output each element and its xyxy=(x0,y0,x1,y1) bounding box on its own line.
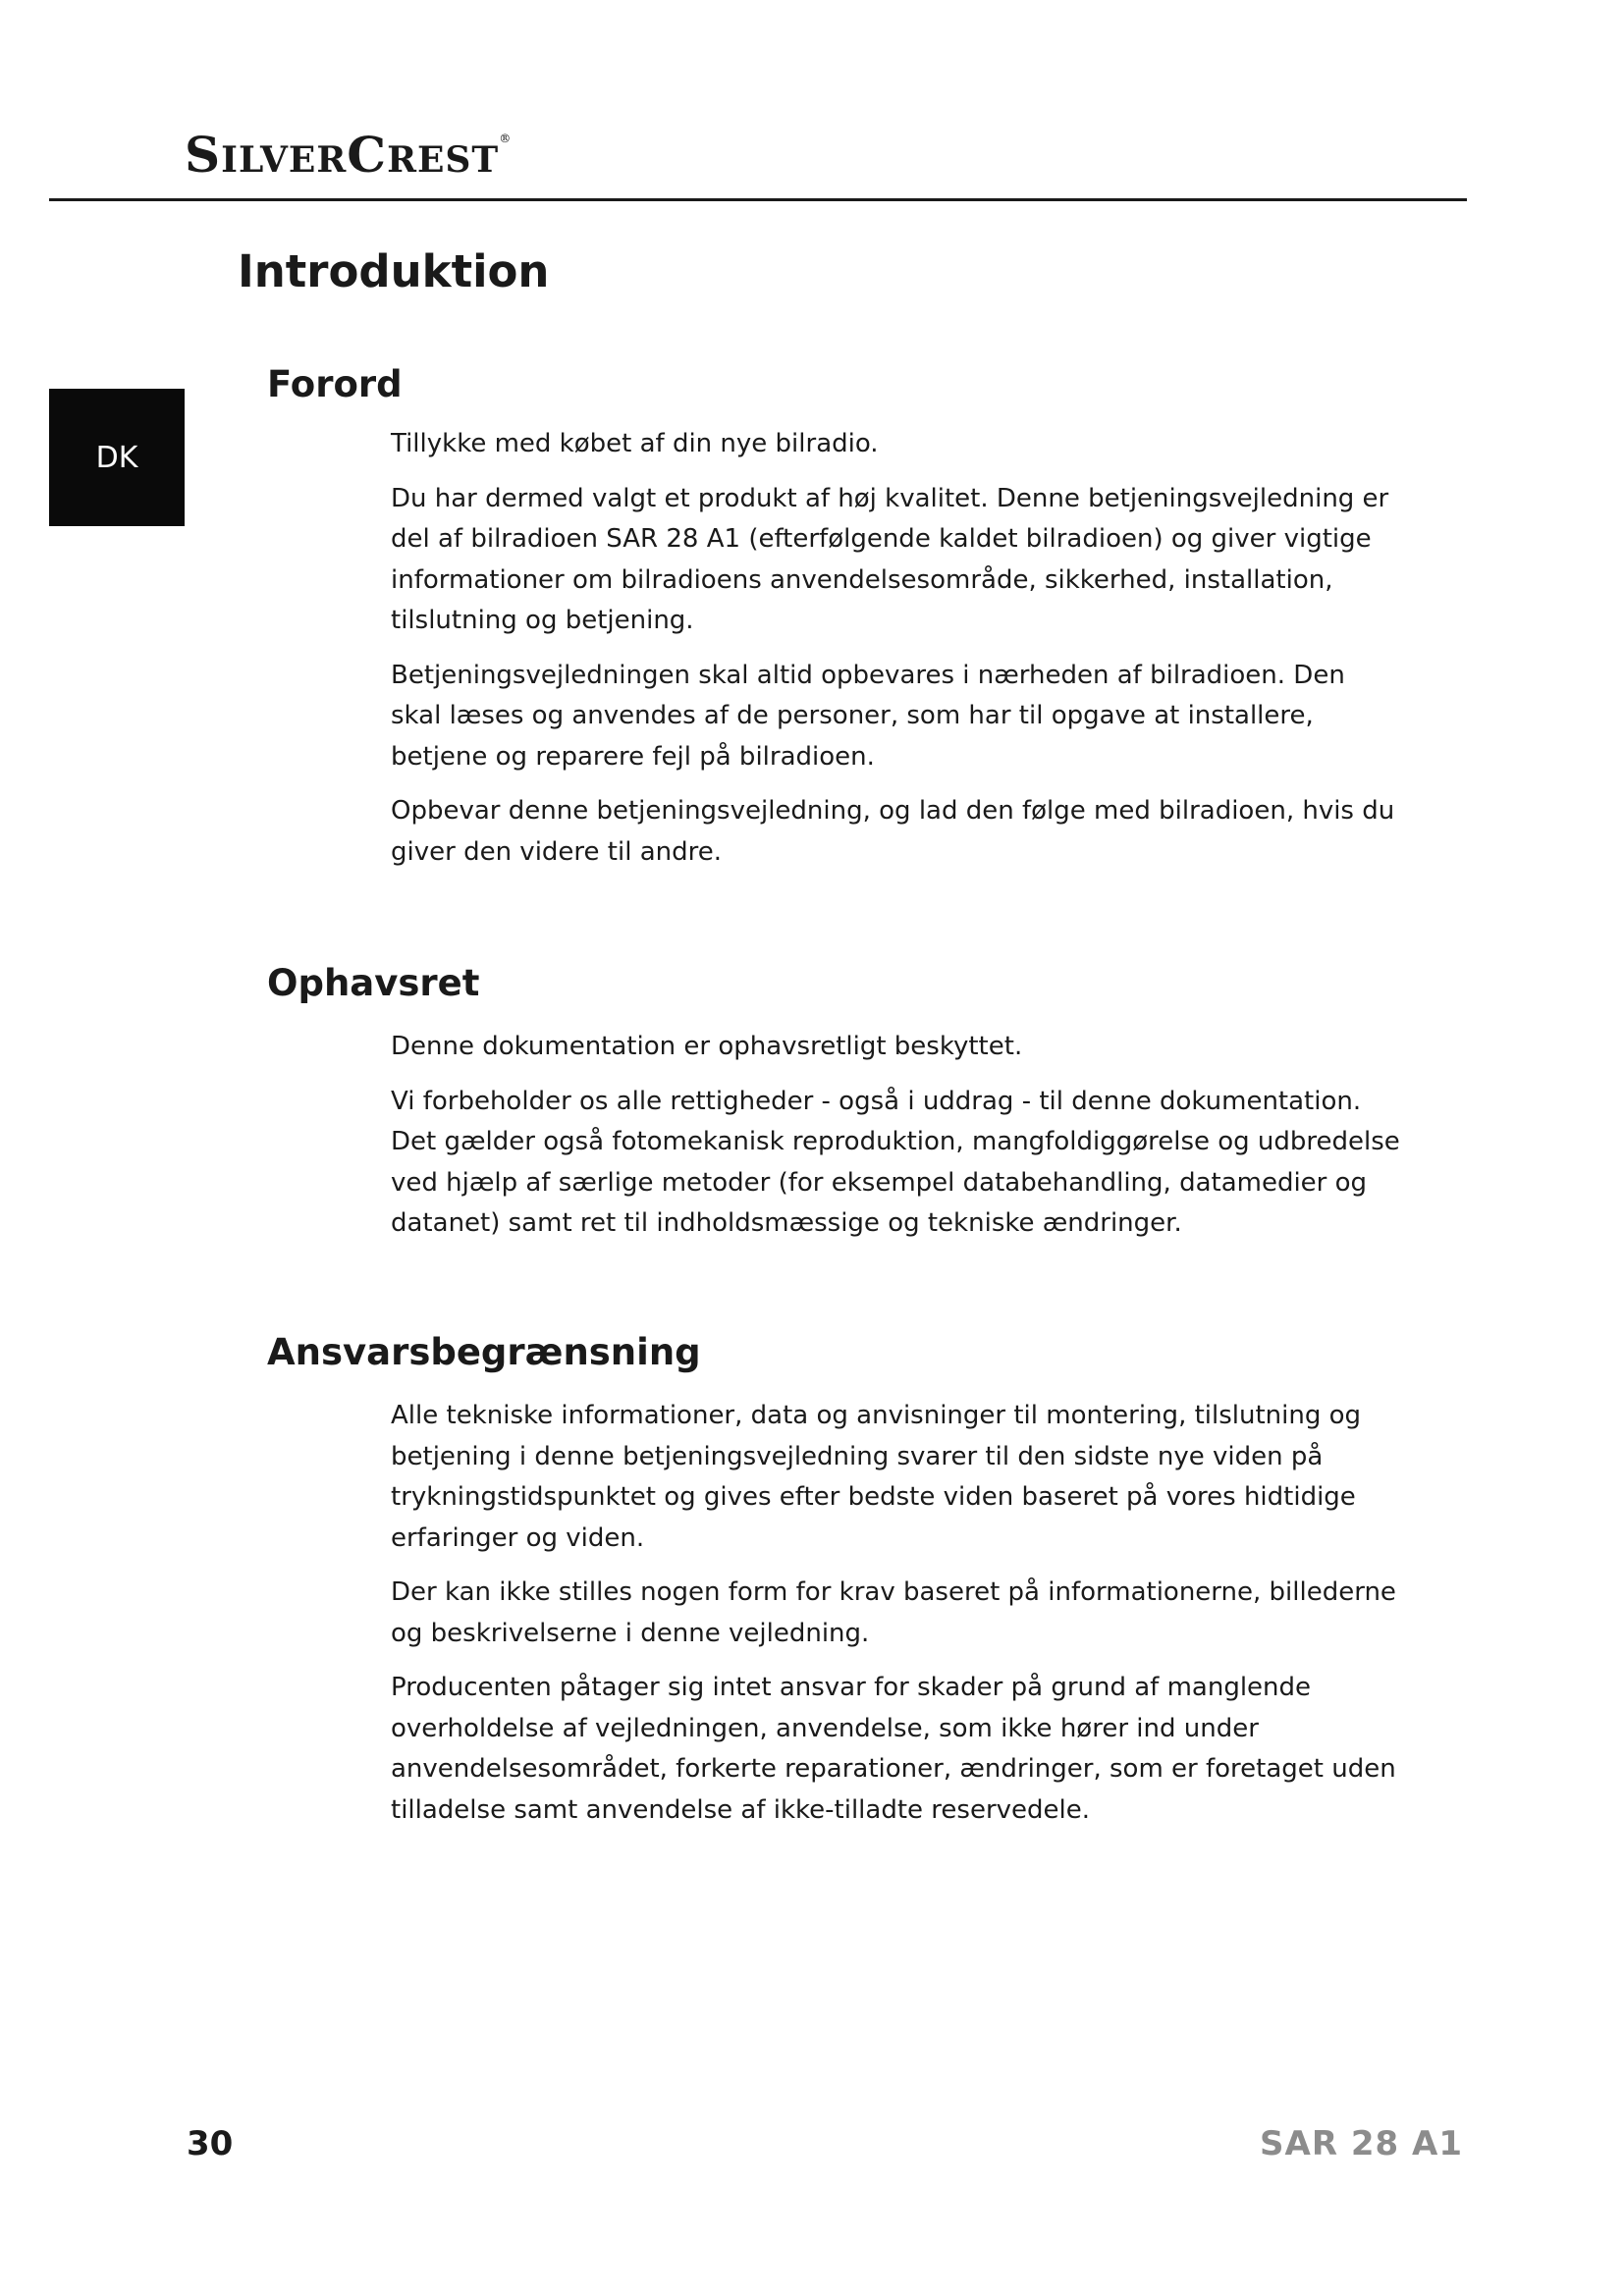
paragraph: Tillykke med købet af din nye bilradio. xyxy=(391,429,879,458)
section-heading-forord: Forord xyxy=(267,363,403,405)
paragraph: Betjeningsvejledningen skal altid opbevares i nærheden af bilradioen. Den skal læses og anvendes af de personer, som har til opgave at installere, betjene og reparere fejl på bilradioen. xyxy=(391,660,1345,772)
logo-registered-mark: ® xyxy=(499,132,513,145)
language-tab-label: DK xyxy=(95,440,138,475)
paragraph: Producenten påtager sig intet ansvar for skader på grund af manglende overholdelse af vejledningen, anvendelse, som ikke hører ind under anvendelsesområdet, forkerte reparationer, ændringer, som er foretaget uden tilladelse samt anvendelse af ikke-tilladte reservedele. xyxy=(391,1673,1396,1825)
paragraph: Du har dermed valgt et produkt af høj kvalitet. Denne betjeningsvejledning er del af bilradioen SAR 28 A1 (efterfølgende kaldet bilradioen) og giver vigtige informationer om bilradioens anvendelsesområde, sikkerhed, installation, tilslutning og betjening. xyxy=(391,483,1389,635)
page-title: Introduktion xyxy=(238,245,550,297)
logo-silver-rest: ILVER xyxy=(221,139,348,181)
section-heading-ophavsret: Ophavsret xyxy=(267,962,480,1004)
section-heading-ansvarsbegraensning: Ansvarsbegrænsning xyxy=(267,1331,701,1373)
paragraph: Denne dokumentation er ophavsretligt beskyttet. xyxy=(391,1032,1023,1061)
brand-logo xyxy=(185,126,512,184)
logo-crest-rest: REST xyxy=(387,139,500,181)
header-rule xyxy=(49,198,1467,201)
paragraph: Vi forbeholder os alle rettigheder - også i uddrag - til denne dokumentation. Det gælder også fotomekanisk reproduktion, mangfoldiggørelse og udbredelse ved hjælp af særlige metoder (for eksempel databehandling, datamedier og datanet) samt ret til indholdsmæssige og tekniske ændringer. xyxy=(391,1086,1400,1238)
section-body-forord xyxy=(391,424,1402,886)
section-body-ophavsret xyxy=(391,1027,1402,1258)
model-number: SAR 28 A1 xyxy=(1260,2124,1463,2163)
language-tab xyxy=(49,389,185,526)
paragraph: Der kan ikke stilles nogen form for krav baseret på informationerne, billederne og beskrivelserne i denne vejledning. xyxy=(391,1577,1396,1648)
paragraph: Alle tekniske informationer, data og anvisninger til montering, tilslutning og betjening i denne betjeningsvejledning svarer til den sidste nye viden på trykningstidspunktet og gives efter bedste viden baseret på vores hidtidige erfaringer og viden. xyxy=(391,1401,1362,1553)
logo-silver-initial: S xyxy=(185,126,222,184)
paragraph: Opbevar denne betjeningsvejledning, og lad den følge med bilradioen, hvis du giver den videre til andre. xyxy=(391,796,1395,867)
section-body-ansvarsbegraensning xyxy=(391,1396,1402,1844)
page-number: 30 xyxy=(187,2124,234,2163)
logo-crest-initial: C xyxy=(347,126,388,184)
